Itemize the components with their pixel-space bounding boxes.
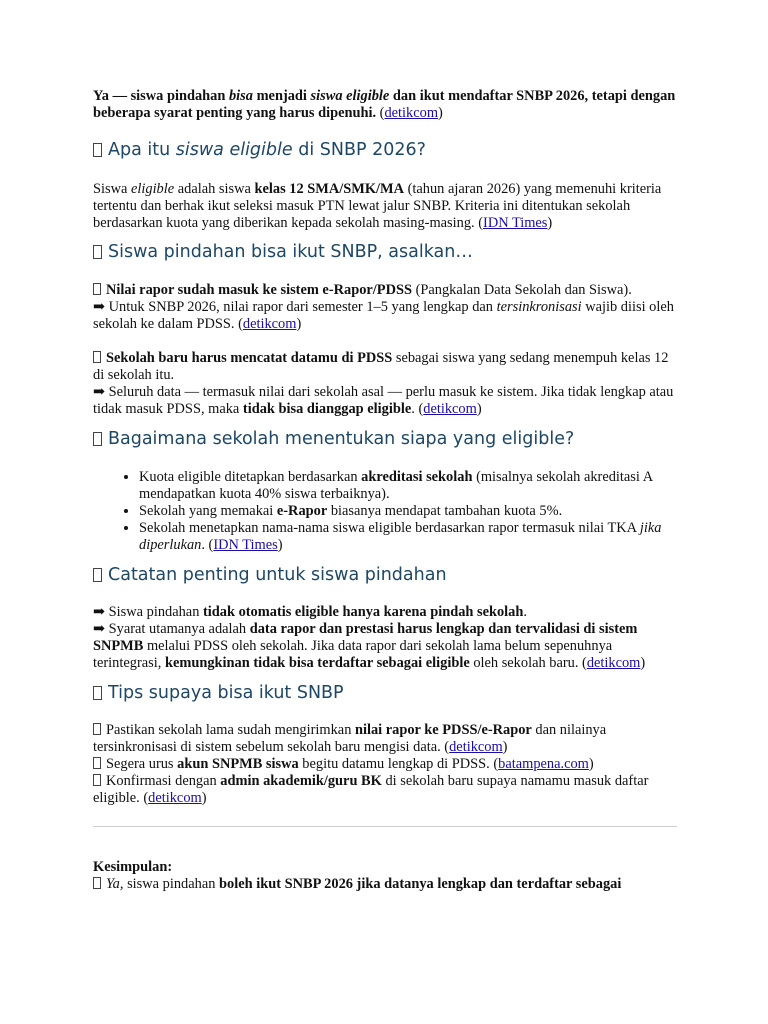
section-heading-selection: Bagaimana sekolah menentukan siapa yang eligible?	[93, 428, 677, 450]
emoji-placeholder-icon	[93, 723, 101, 735]
intro-paragraph: Ya — siswa pindahan bisa menjadi siswa eligible dan ikut mendaftar SNBP 2026, tetapi dengan beberapa syarat penting yang harus dipenuhi. (detikcom)	[93, 88, 676, 121]
section-divider	[93, 826, 677, 827]
source-link-idntimes[interactable]: IDN Times	[213, 537, 278, 553]
source-link-detikcom[interactable]: detikcom	[449, 739, 503, 755]
emoji-placeholder-icon	[93, 351, 101, 363]
source-link-detikcom[interactable]: detikcom	[148, 790, 202, 806]
section-heading-tips: Tips supaya bisa ikut SNBP	[93, 682, 677, 704]
source-link-detikcom[interactable]: detikcom	[384, 105, 439, 121]
emoji-placeholder-icon	[93, 283, 101, 295]
section-heading-notes: Catatan penting untuk siswa pindahan	[93, 564, 677, 586]
emoji-placeholder-icon	[93, 686, 102, 700]
emoji-placeholder-icon	[93, 432, 102, 446]
emoji-placeholder-icon	[93, 757, 101, 769]
selection-criteria-list	[93, 469, 677, 554]
emoji-placeholder-icon	[93, 143, 102, 157]
conclusion-paragraph: Ya, siswa pindahan boleh ikut SNBP 2026 jika datanya lengkap dan terdaftar sebagai	[93, 876, 677, 893]
tips-paragraph: Pastikan sekolah lama sudah mengirimkan nilai rapor ke PDSS/e-Rapor dan nilainya tersinkronisasi di sistem sebelum sekolah baru mengisi data. (detikcom) Segera urus akun SNPMB siswa begitu datamu lengkap di PDSS. (batampena.com) Konfirmasi dengan admin akademik/guru BK di sekolah baru supaya namamu masuk daftar eligible. (detikcom)	[93, 722, 649, 806]
document-body	[93, 86, 677, 893]
notes-paragraph: ➡ Siswa pindahan tidak otomatis eligible hanya karena pindah sekolah. ➡ Syarat utamanya adalah data rapor dan prestasi harus lengkap dan tervalidasi di sistem SNPMB melalui PDSS oleh sekolah. Jika data rapor dari sekolah lama belum sepenuhnya terintegrasi, kemungkinan tidak bisa terdaftar sebagai eligible oleh sekolah baru. (detikcom)	[93, 604, 646, 671]
eligible-definition-paragraph: Siswa eligible adalah siswa kelas 12 SMA/SMK/MA (tahun ajaran 2026) yang memenuhi kriteria tertentu dan berhak ikut seleksi masuk PTN lewat jalur SNBP. Kriteria ini ditentukan sekolah berdasarkan kuota yang diberikan kepada sekolah masing-masing. (IDN Times)	[93, 181, 662, 231]
emoji-placeholder-icon	[93, 774, 101, 786]
emoji-placeholder-icon	[93, 568, 102, 582]
section-heading-transfer: Siswa pindahan bisa ikut SNBP, asalkan…	[93, 241, 677, 263]
emoji-placeholder-icon	[93, 877, 101, 889]
source-link-detikcom[interactable]: detikcom	[242, 316, 297, 332]
source-link-idntimes[interactable]: IDN Times	[483, 215, 548, 231]
list-item: • Sekolah yang memakai e-Rapor biasanya mendapat tambahan kuota 5%.	[139, 503, 677, 520]
source-link-detikcom[interactable]: detikcom	[423, 401, 477, 417]
requirement-pdss: Sekolah baru harus mencatat datamu di PDSS sebagai siswa yang sedang menempuh kelas 12 di sekolah itu. ➡ Seluruh data — termasuk nilai dari sekolah asal — perlu masuk ke sistem. Jika tidak lengkap atau tidak masuk PDSS, maka tidak bisa dianggap eligible. (detikcom)	[93, 350, 674, 417]
section-heading-eligible: Apa itu siswa eligible di SNBP 2026?	[93, 139, 677, 161]
source-link-batampena[interactable]: batampena.com	[498, 756, 589, 772]
conclusion-label: Kesimpulan:	[93, 859, 173, 875]
requirement-rapor: Nilai rapor sudah masuk ke sistem e-Rapor/PDSS (Pangkalan Data Sekolah dan Siswa). ➡ Untuk SNBP 2026, nilai rapor dari semester 1–5 yang lengkap dan tersinkronisasi wajib diisi oleh sekolah ke dalam PDSS. (detikcom)	[93, 282, 674, 332]
emoji-placeholder-icon	[93, 245, 102, 259]
source-link-detikcom[interactable]: detikcom	[586, 655, 641, 671]
list-item: • Kuota eligible ditetapkan berdasarkan akreditasi sekolah (misalnya sekolah akreditasi A mendapatkan kuota 40% siswa terbaiknya).	[139, 469, 677, 503]
list-item: • Sekolah menetapkan nama-nama siswa eligible berdasarkan rapor termasuk nilai TKA jika diperlukan. (IDN Times)	[139, 520, 677, 554]
